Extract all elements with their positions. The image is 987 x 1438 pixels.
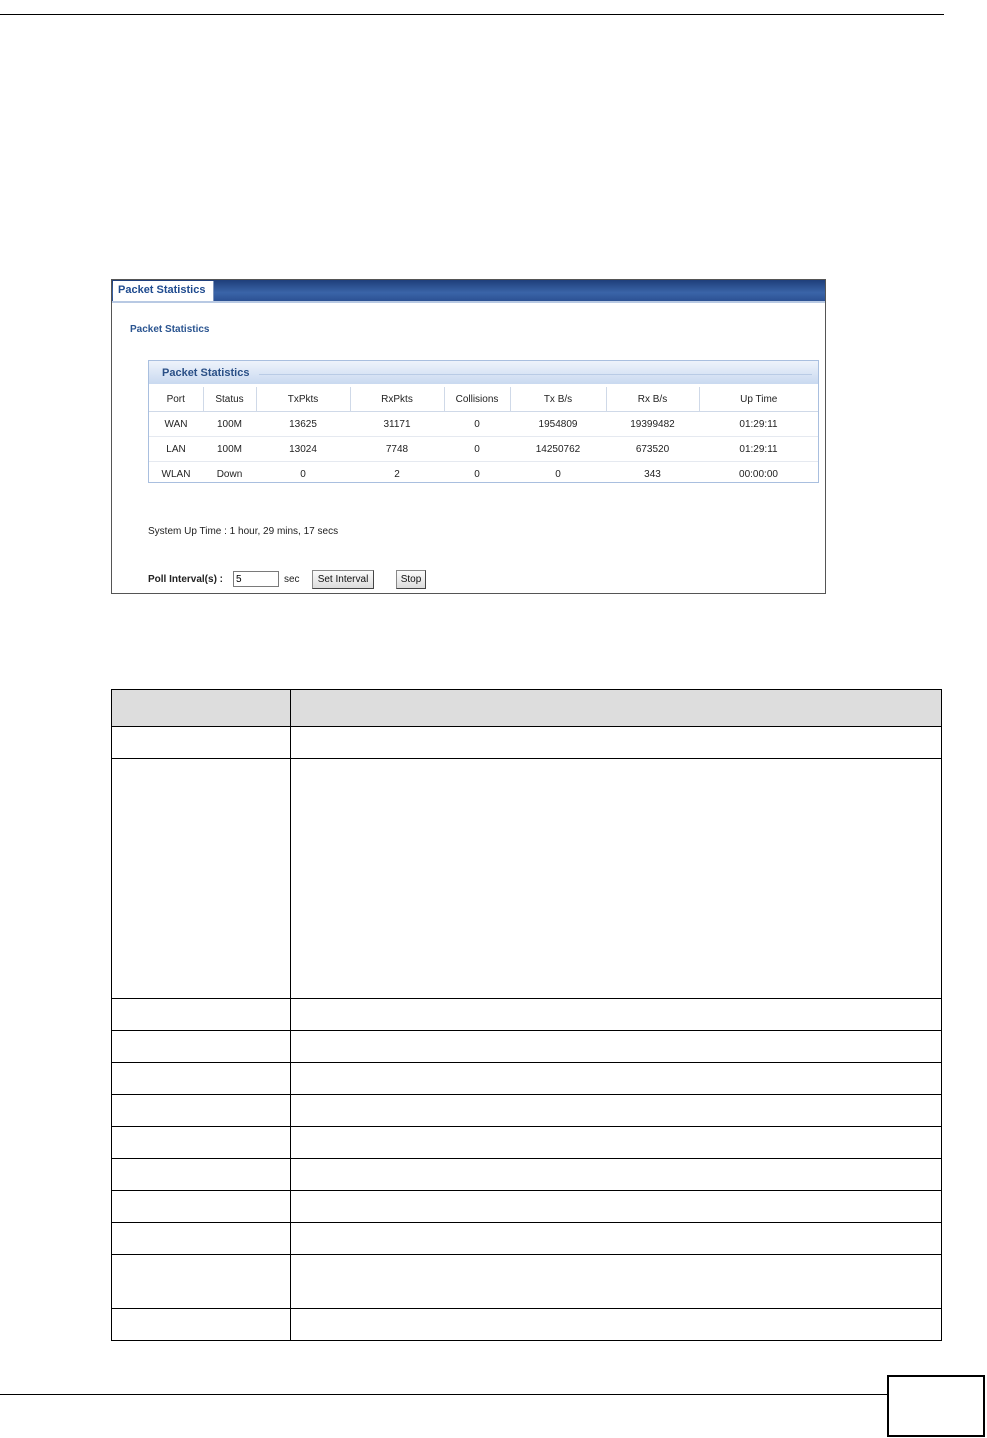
table-row [149, 412, 818, 437]
tab-underline [112, 301, 825, 303]
table-cell: WAN [149, 412, 203, 437]
stats-panel-title: Packet Statistics [149, 361, 818, 384]
page-number-box [887, 1375, 985, 1437]
description-row [112, 1191, 942, 1223]
table-cell: 13024 [256, 437, 350, 462]
table-cell: LAN [149, 437, 203, 462]
description-label-cell [112, 1127, 291, 1159]
footer-rule [0, 1394, 889, 1395]
table-cell: 13625 [256, 412, 350, 437]
description-header-cell-description [291, 690, 942, 727]
field-description-table [111, 689, 942, 1341]
description-text-cell [291, 1159, 942, 1191]
column-header: Tx B/s [510, 387, 606, 412]
description-text-cell [291, 1309, 942, 1341]
tab-bar [112, 280, 825, 301]
column-header: Status [203, 387, 256, 412]
description-text-cell [291, 1191, 942, 1223]
description-text-cell [291, 1063, 942, 1095]
section-title: Packet Statistics [130, 324, 210, 335]
table-cell: 0 [444, 437, 510, 462]
column-header: TxPkts [256, 387, 350, 412]
poll-interval-input[interactable] [233, 571, 279, 587]
column-header: Collisions [444, 387, 510, 412]
description-text-cell [291, 759, 942, 999]
description-label-cell [112, 1095, 291, 1127]
table-cell: Down [216, 468, 243, 480]
table-cell: 7748 [350, 437, 444, 462]
description-label-cell [112, 1309, 291, 1341]
description-label-cell [112, 1191, 291, 1223]
description-row [112, 1309, 942, 1341]
header-rule [0, 14, 944, 15]
packet-statistics-window [111, 279, 826, 594]
description-text-cell [291, 1095, 942, 1127]
description-row [112, 1223, 942, 1255]
description-row [112, 1255, 942, 1309]
table-cell: 0 [555, 468, 561, 480]
description-row [112, 1127, 942, 1159]
table-row [149, 437, 818, 462]
description-label-cell [112, 1223, 291, 1255]
description-row [112, 759, 942, 999]
tab-packet-statistics[interactable]: Packet Statistics [113, 281, 214, 301]
description-row [112, 1031, 942, 1063]
description-label-cell [112, 1063, 291, 1095]
table-cell: 673520 [606, 437, 699, 462]
description-row [112, 1063, 942, 1095]
table-cell: 14250762 [510, 437, 606, 462]
description-header-cell-label [112, 690, 291, 727]
description-row [112, 727, 942, 759]
table-cell: 100M [203, 437, 256, 462]
poll-interval-label: Poll Interval(s) : [148, 574, 224, 585]
description-text-cell [291, 1223, 942, 1255]
table-cell: 01:29:11 [699, 412, 818, 437]
table-cell: 01:29:11 [699, 437, 818, 462]
stop-button[interactable]: Stop [396, 570, 426, 589]
table-cell: 31171 [350, 412, 444, 437]
table-cell: 1954809 [510, 412, 606, 437]
description-text-cell [291, 1127, 942, 1159]
stats-panel [148, 360, 819, 483]
description-row [112, 999, 942, 1031]
table-cell: 0 [474, 468, 480, 480]
description-label-cell [112, 1031, 291, 1063]
column-header: Port [149, 387, 203, 412]
table-cell: 19399482 [606, 412, 699, 437]
table-cell: 0 [444, 412, 510, 437]
table-cell: 100M [203, 412, 256, 437]
description-label-cell [112, 1159, 291, 1191]
table-cell: 00:00:00 [739, 468, 778, 480]
set-interval-button[interactable]: Set Interval [312, 570, 374, 589]
packet-stats-table [149, 387, 818, 486]
description-text-cell [291, 1255, 942, 1309]
description-label-cell [112, 727, 291, 759]
table-cell: 0 [300, 468, 306, 480]
column-header: Rx B/s [606, 387, 699, 412]
description-text-cell [291, 999, 942, 1031]
system-uptime: System Up Time : 1 hour, 29 mins, 17 secs [148, 526, 339, 537]
description-header-row [112, 690, 942, 727]
description-label-cell [112, 759, 291, 999]
poll-interval-unit: sec [284, 574, 300, 585]
table-cell: 2 [394, 468, 400, 480]
column-header: Up Time [699, 387, 818, 412]
description-text-cell [291, 727, 942, 759]
description-text-cell [291, 1031, 942, 1063]
table-row [149, 462, 818, 487]
column-header: RxPkts [350, 387, 444, 412]
table-cell: 343 [644, 468, 661, 480]
description-row [112, 1095, 942, 1127]
description-label-cell [112, 999, 291, 1031]
table-cell: WLAN [161, 468, 191, 480]
description-label-cell [112, 1255, 291, 1309]
description-row [112, 1159, 942, 1191]
